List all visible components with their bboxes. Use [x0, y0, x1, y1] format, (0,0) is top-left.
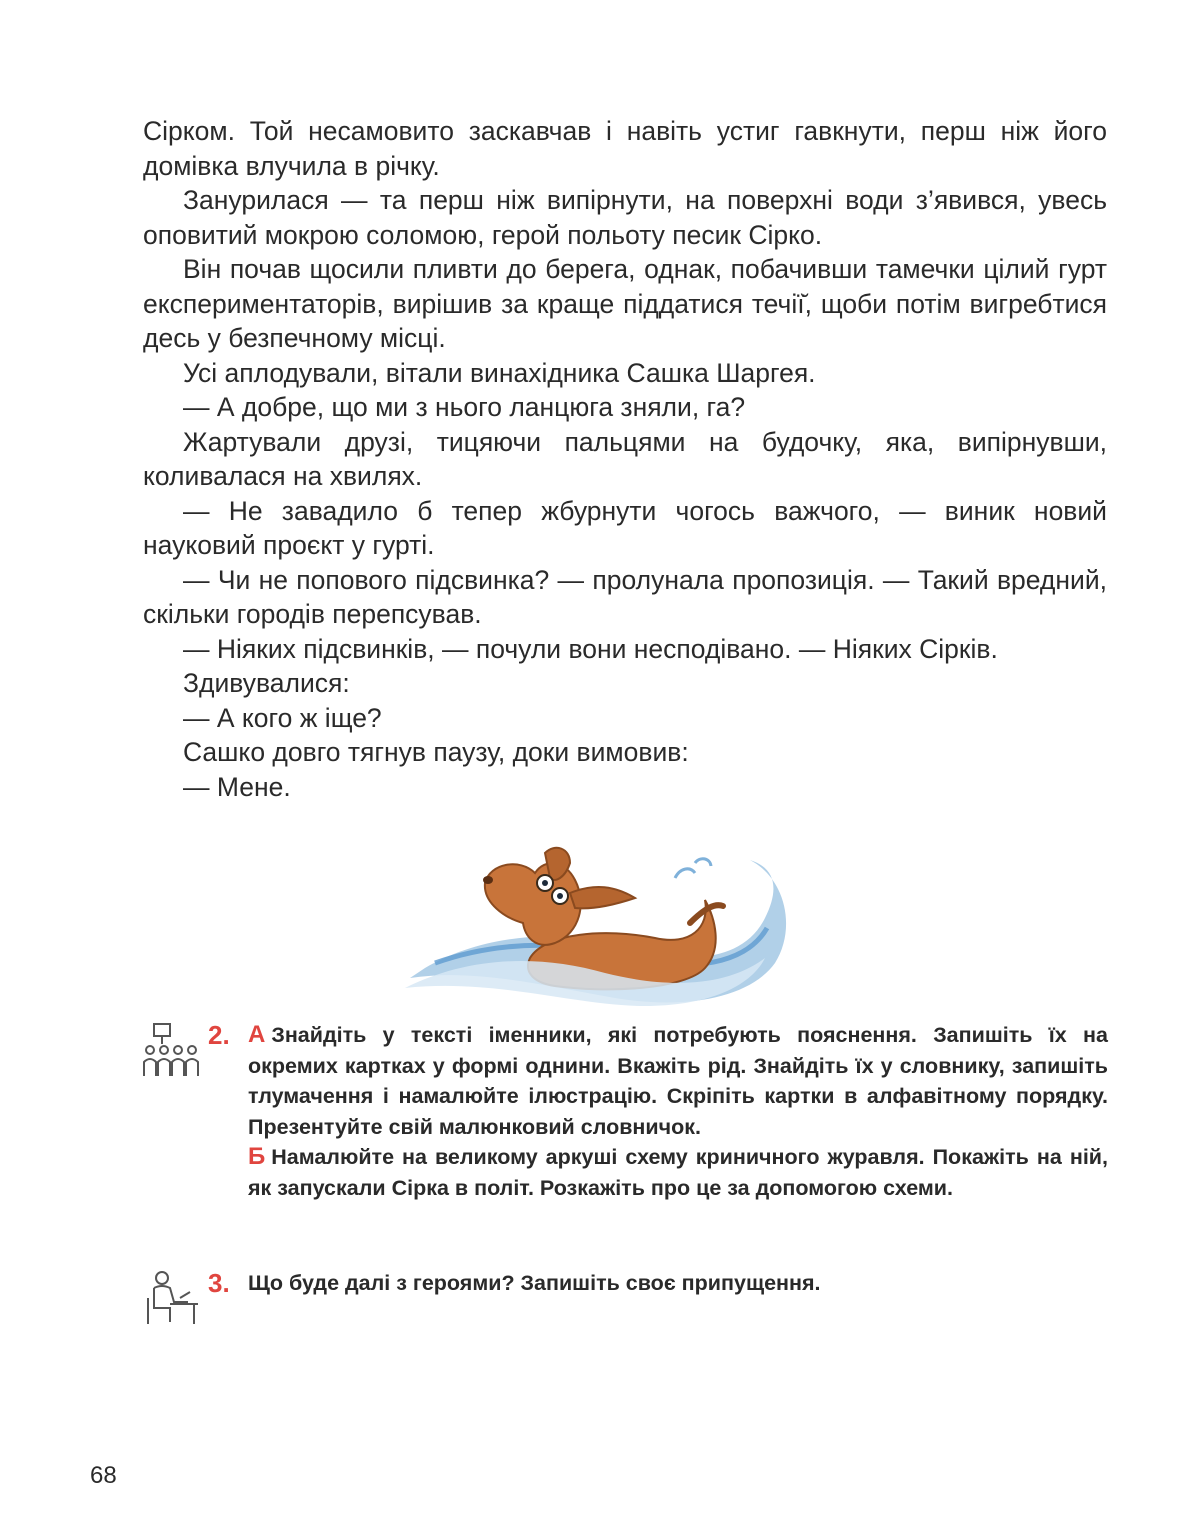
story-paragraph: Він почав щосили пливти до берега, однак, побачивши тамечки цілий гурт експериментаторів, вирішив за краще піддатися течії̆, щоби потім вигребтися десь у безпечному місці.	[143, 254, 1107, 353]
story-paragraph: Сірком. Той несамовито заскавчав і навіть устиг гавкнути, перш ніж його домівка влучила в річку.	[143, 116, 1107, 181]
task-part-b	[248, 1142, 1108, 1203]
writing-at-desk-icon	[140, 1268, 202, 1326]
page-number: 68	[90, 1462, 117, 1489]
task-letter-b: Б	[248, 1143, 266, 1170]
story-paragraph: Занурилася — та перш ніж випірнути, на поверхні води з’явився, увесь оповитий мокрою соломою, герой польоту песик Сірко.	[143, 185, 1107, 250]
task-3	[140, 1268, 1108, 1299]
story-paragraph: Здивувалися:	[183, 668, 350, 698]
story-paragraph: Жартували друзі, тицяючи пальцями на будочку, яка, випірнувши, коливалася на хвилях.	[143, 426, 1107, 491]
story-paragraph: Сашко довго тягнув паузу, доки вимовив:	[183, 737, 689, 767]
task-text: Що буде далі з героями? Запишіть своє припущення.	[248, 1271, 821, 1295]
story-paragraph: — А кого ж іще?	[183, 702, 382, 733]
dog-swimming-illustration	[405, 838, 815, 1018]
story-paragraph: — Мене.	[183, 771, 291, 802]
story-paragraph: — А добре, що ми з нього ланцюга зняли, га?	[183, 392, 746, 422]
task-body	[248, 1020, 1108, 1203]
story-paragraph: — Чи не попового підсвинка? — пролунала пропозиція. — Такий вредний, скільки городів перепсував.	[143, 564, 1107, 629]
story-text	[143, 114, 1107, 804]
task-body	[248, 1268, 1108, 1299]
story-paragraph: — Не завадило б тепер жбурнути чогось важчого, — виник новий науковий проєкт у гурті.	[143, 495, 1107, 560]
story-paragraph: — Ніяких підсвинків, — почули вони несподівано. — Ніяких Сірків.	[183, 633, 998, 664]
task-part-a	[248, 1020, 1108, 1142]
task-2	[140, 1020, 1108, 1203]
group-work-icon	[140, 1020, 202, 1078]
task-part-b-text: Намалюйте на великому аркуші схему криничного журавля. Покажіть на ній, як запускали Сірка в політ. Розкажіть про це за допомогою схеми.	[248, 1145, 1108, 1200]
story-paragraph: Усі аплодували, вітали винахідника Сашка Шаргея.	[183, 357, 816, 388]
task-number: 2.	[208, 1020, 230, 1050]
task-number: 3.	[208, 1268, 230, 1298]
task-part-a-text: Знайдіть у тексті іменники, які потребують пояснення. Запишіть їх на окремих картках у формі однини. Вкажіть рід. Знайдіть їх у словнику, запишіть тлумачення і намалюйте ілюстрацію. Скріпіть картки в алфавітному порядку. Презентуйте свій малюнковий словничок.	[248, 1023, 1108, 1139]
task-letter-a: А	[248, 1021, 266, 1048]
